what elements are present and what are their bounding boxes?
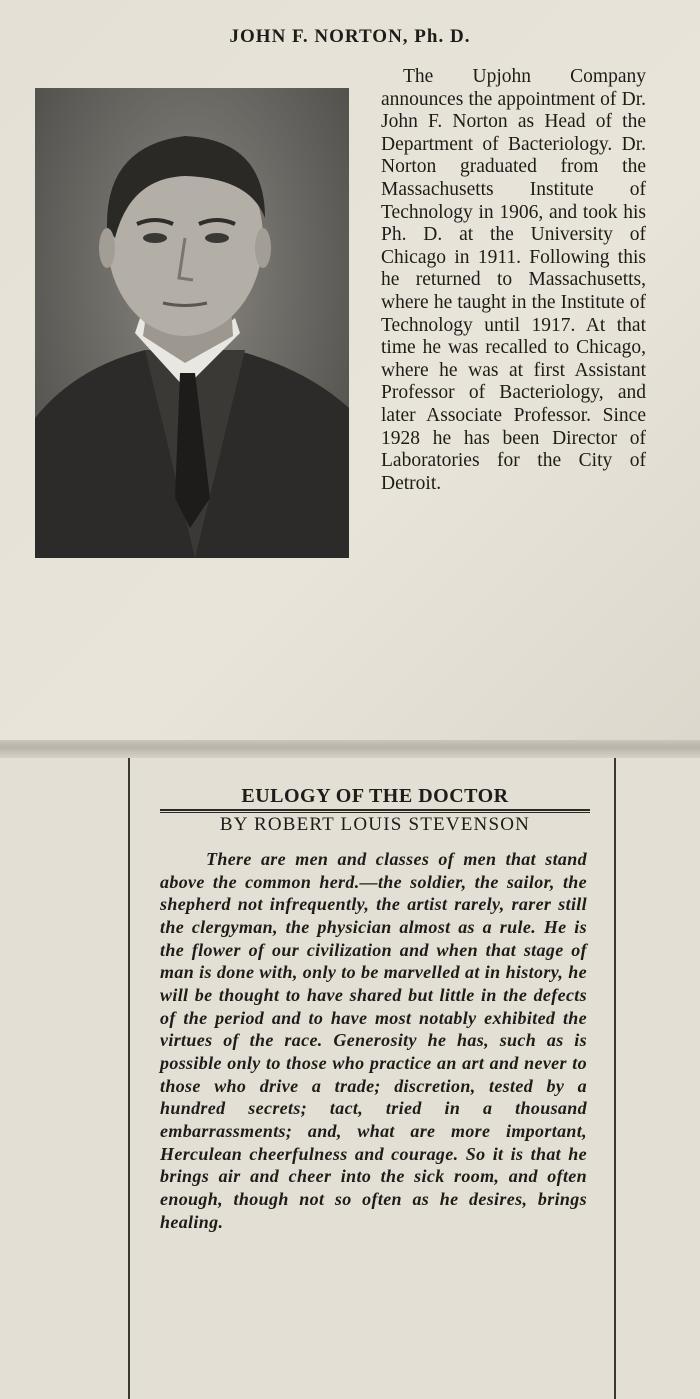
announcement-text <box>381 66 646 495</box>
column-rule-right <box>614 758 616 1399</box>
eulogy-paragraph: There are men and classes of men that stand above the common herd.—the soldier, the sailor, the shepherd not infrequently, the artist rarely, rarer still the clergyman, the physician almost as a rule. He is the flower of our civilization and when that stage of man is done with, only to be marvelled at in history, he will be thought to have shared but little in the defects of the period and to have most notably exhibited the virtues of the race. Generosity he has, such as is possible only to those who practice an art and never to those who drive a trade; discretion, tested by a hundred secrets; tact, tried in a thousand embarrassments; and, what are more important, Herculean cheerfulness and courage. So it is that he brings air and cheer into the sick room, and often enough, though not so often as he desires, brings healing. <box>160 849 587 1232</box>
title-rule-thin <box>160 812 590 813</box>
title-rule <box>160 809 590 811</box>
portrait-illustration <box>35 88 349 558</box>
eulogy-text <box>160 848 587 1233</box>
column-rule-left <box>128 758 130 1399</box>
eulogy-title: EULOGY OF THE DOCTOR <box>241 785 509 807</box>
byline: BY ROBERT LOUIS STEVENSON <box>219 814 531 835</box>
fold-seam <box>0 740 700 758</box>
announcement-paragraph: The Upjohn Company announces the appointment of Dr. John F. Norton as Head of the Department of Bacteriology. Dr. Norton graduated from the Massachusetts Institute of Technology in 1906, and took his Ph. D. at the University of Chicago in 1911. Following this he returned to Massachusetts, where he taught in the Institute of Technology until 1917. At that time he was recalled to Chicago, where he was at first Assistant Professor of Bacteriology, and later Associate Professor. Since 1928 he has been Director of Laboratories for the City of Detroit. <box>381 66 646 494</box>
portrait-photo <box>35 88 349 558</box>
article-title: JOHN F. NORTON, Ph. D. <box>229 26 471 47</box>
